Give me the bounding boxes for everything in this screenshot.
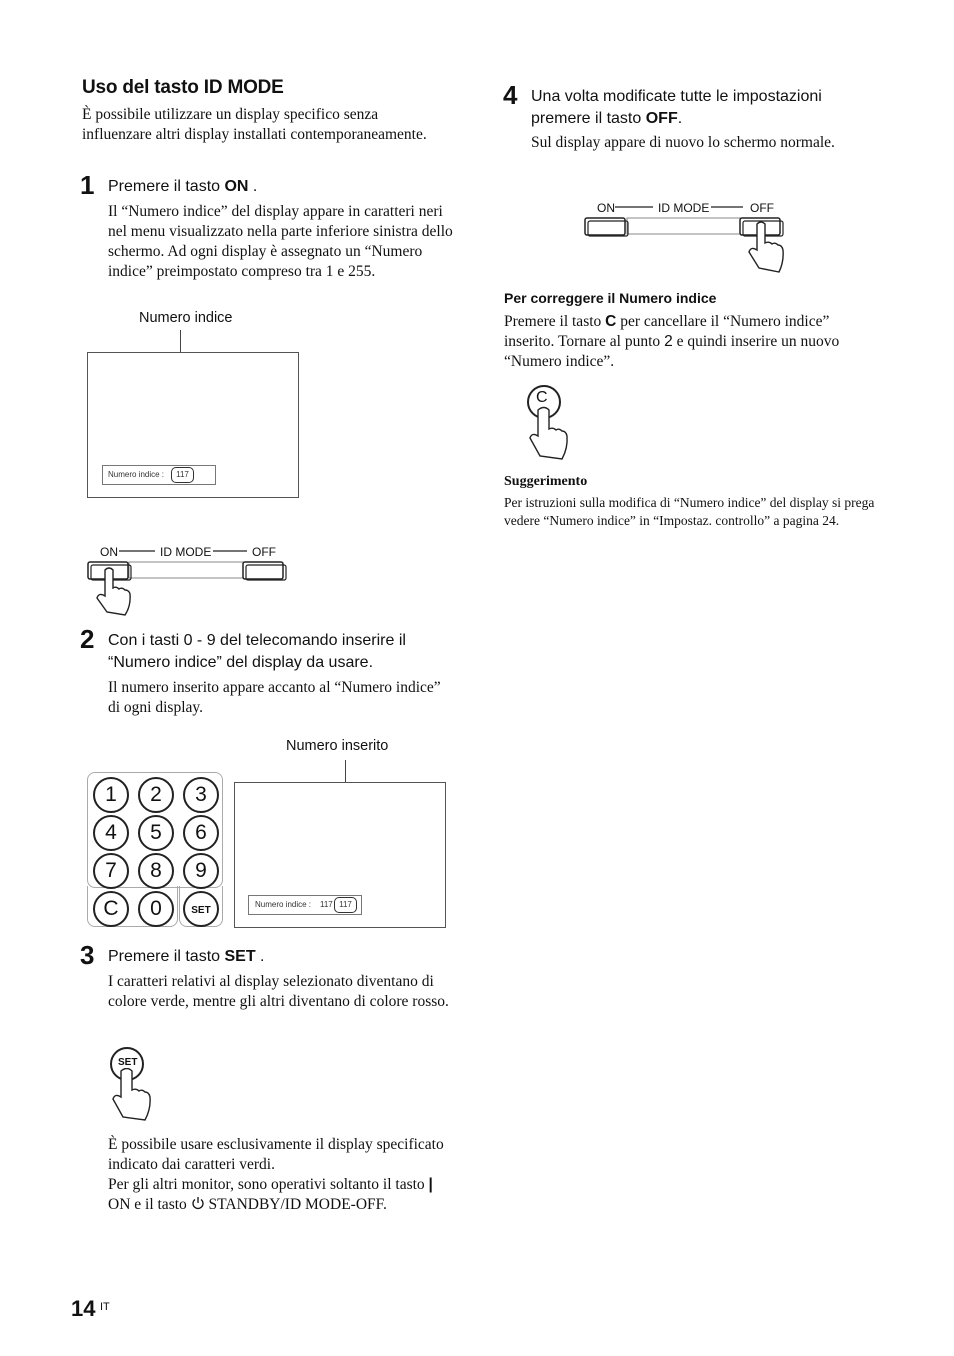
step-3-number: 3: [80, 940, 95, 970]
step-2-body: Il numero inserito appare accanto al “Numero indice” di ogni display.: [108, 679, 441, 716]
osd-label-2: Numero indice :: [255, 900, 312, 909]
key-5[interactable]: 5: [138, 815, 174, 851]
key-set[interactable]: SET: [183, 891, 219, 927]
correction-text: Premere il tasto C per cancellare il “Numero indice” inserito. Tornare al punto 2 e quindi inserire un nuovo “Numero indice”.: [504, 313, 840, 370]
osd-index-panel: [102, 465, 216, 485]
set-key-label: SET: [118, 1057, 138, 1068]
id-mode-label: ID MODE: [160, 545, 212, 559]
on-symbol: |: [428, 1176, 433, 1193]
id-mode-label-2: ID MODE: [658, 201, 710, 215]
step-2-number: 2: [80, 624, 95, 654]
key-3[interactable]: 3: [183, 777, 219, 813]
tip-title: Suggerimento: [504, 474, 588, 489]
step-3-note-1: È possibile usare esclusivamente il display specificato indicato dai caratteri verdi.: [108, 1136, 444, 1173]
key-8[interactable]: 8: [138, 853, 174, 889]
step-1-body: Il “Numero indice” del display appare in caratteri neri nel menu visualizzato nella parte inferiore sinistra dello schermo. Ad ogni display è assegnato un “Numero indice” preimpostato compreso tra 1 e 255.: [108, 203, 453, 280]
key-0[interactable]: 0: [138, 891, 174, 927]
callout-numero-inserito: Numero inserito: [286, 738, 389, 754]
step-3-heading: Premere il tasto SET .: [108, 948, 265, 965]
key-7[interactable]: 7: [93, 853, 129, 889]
id-mode-on-label: ON: [100, 545, 118, 559]
key-2[interactable]: 2: [138, 777, 174, 813]
c-key-label: C: [536, 389, 548, 406]
key-9[interactable]: 9: [183, 853, 219, 889]
key-1[interactable]: 1: [93, 777, 129, 813]
osd-index-panel-2: [248, 895, 362, 915]
osd-label: Numero indice :: [108, 470, 165, 479]
step-3-body: I caratteri relativi al display selezionato diventano di colore verde, mentre gli altri diventano di colore rosso.: [108, 973, 449, 1010]
step-1-number: 1: [80, 170, 95, 200]
tip-text: Per istruzioni sulla modifica di “Numero indice” del display si prega vedere “Numero indice” in “Impostaz. controllo” a pagina 24.: [504, 495, 875, 528]
osd-value-2: 117: [320, 900, 333, 909]
page-number: 14: [71, 1296, 96, 1321]
step-1-heading: Premere il tasto ON .: [108, 178, 258, 195]
step-4-body: Sul display appare di nuovo lo schermo normale.: [531, 134, 835, 151]
osd-entered-value: 117: [334, 897, 357, 913]
id-mode-off-label: OFF: [252, 545, 276, 559]
key-c[interactable]: C: [93, 891, 129, 927]
id-mode-on-label-2: ON: [597, 201, 615, 215]
step-4-number: 4: [503, 80, 518, 110]
id-mode-off-label-2: OFF: [750, 201, 774, 215]
section-intro: È possibile utilizzare un display specifico senza influenzare altri display installati contemporaneamente.: [82, 106, 427, 143]
key-6[interactable]: 6: [183, 815, 219, 851]
c-key-press-illustration: [524, 384, 576, 464]
step-3-note-2: Per gli altri monitor, sono operativi soltanto il tasto | ON e il tasto STANDBY/ID MODE-OFF.: [108, 1176, 433, 1213]
section-title: Uso del tasto ID MODE: [82, 77, 284, 98]
step-4-heading: Una volta modificate tutte le impostazioni premere il tasto OFF.: [531, 88, 822, 127]
standby-icon: [191, 1196, 205, 1210]
page-language: IT: [100, 1301, 110, 1313]
correction-title: Per correggere il Numero indice: [504, 290, 717, 306]
callout-numero-indice: Numero indice: [139, 310, 233, 326]
osd-value: 117: [171, 467, 194, 483]
step-2-heading: Con i tasti 0 - 9 del telecomando inserire il “Numero indice” del display da usare.: [108, 632, 406, 671]
key-4[interactable]: 4: [93, 815, 129, 851]
